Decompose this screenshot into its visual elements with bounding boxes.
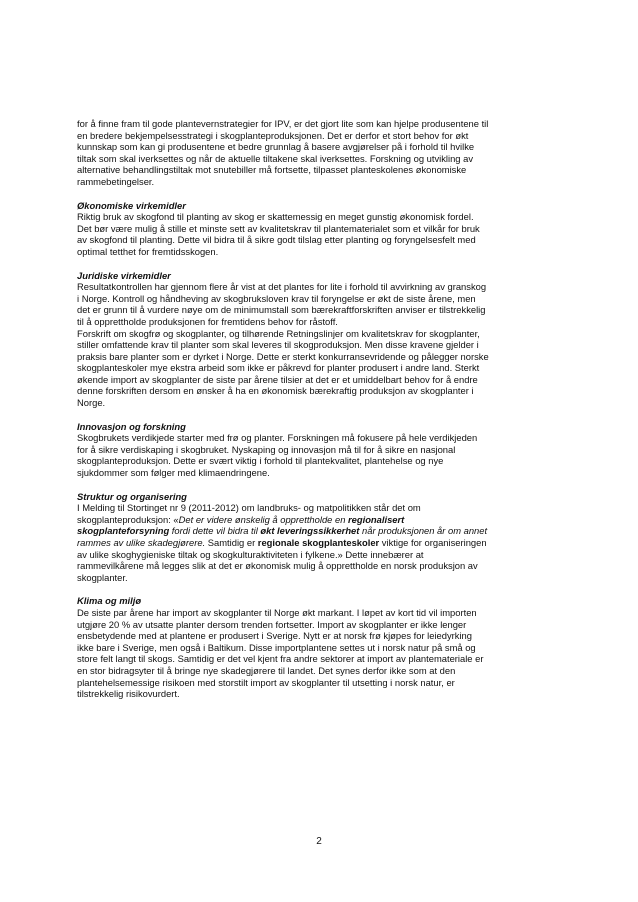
text-line: skogplanter. (77, 571, 128, 583)
struktur-section (77, 491, 507, 584)
text-run: Samtidig er (205, 537, 258, 548)
text-line: plantehelsemessige risikoen med storstilt import av skogplanter til utsetting i norsk natur, er (77, 676, 455, 688)
intro-paragraph (77, 118, 507, 188)
text-line: økende import av skogplanter de siste par årene tilsier at det er et umiddelbart behov for å endre (77, 373, 478, 385)
text-run: viktige for organiseringen (379, 537, 487, 548)
text-line: for å finne fram til gode plantevernstrategier for IPV, er det gjort lite som kan hjelpe produsentene til (77, 118, 489, 129)
text-line: tilstrekkelig risikovurdert. (77, 688, 180, 700)
text-line: tiltak som skal iverksettes og når de aktuelle tiltakene skal iverksettes. Forskning og utvikling av (77, 152, 474, 164)
text-line: Skogbrukets verdikjede starter med frø og planter. Forskningen må fokusere på hele verdikjeden (77, 432, 478, 444)
text-line: sjukdommer som følger med klimaendringene. (77, 467, 270, 479)
text-line: Forskrift om skogfrø og skogplanter, og tilhørende Retningslinjer om kvalitetskrav for skogplanter, (77, 327, 480, 339)
text-line: De siste par årene har import av skogplanter til Norge økt markant. I løpet av kort tid vil importen (77, 606, 477, 618)
text-line: ikke bare i Sverige, men også i Baltikum. Disse importplantene settes ut i norsk natur på små og (77, 641, 476, 653)
section-heading: Innovasjon og forskning (77, 420, 186, 432)
text-line: Riktig bruk av skogfond til planting av skog er skattemessig en meget gunstig økonomisk fordel. (77, 211, 474, 223)
section-heading: Struktur og organisering (77, 490, 187, 502)
text-run: skogplanteproduksjon: « (77, 513, 179, 525)
section-heading: Klima og miljø (77, 595, 142, 607)
text-line: skogplanteproduksjon. Dette er svært viktig i forhold til plantekvalitet, plantehelse og nye (77, 455, 444, 467)
text-line: Norge. (77, 397, 106, 409)
text-line: det er grunn til å vurdere nøye om de minimumstall som bærekraftforskriften anviser er tilstrekkelig (77, 304, 486, 316)
text-line: Resultatkontrollen har gjennom flere år vist at det plantes for lite i forhold til avvirkning av granskog (77, 281, 487, 293)
okonomiske-section (77, 200, 507, 258)
text-line: rammebetingelser. (77, 175, 155, 187)
text-line: rammevilkårene må legges slik at det er økonomisk mulig å opprettholde en norsk produksjon av (77, 560, 478, 572)
text-line: av ulike skoghygieniske tiltak og skogkulturaktiviteten i fylkene.» Dette innebærer at (77, 548, 424, 560)
juridiske-section (77, 270, 507, 409)
text-line: I Melding til Stortinget nr 9 (2011-2012) om landbruks- og matpolitikken står det om (77, 502, 421, 514)
text-line: denne forskriften dersom en ønsker å ha en økonomisk bærekraftig produksjon av skogplanter i (77, 385, 474, 397)
text-line: en stor bidragsyter til å bringe nye skadegjørere til landet. Det synes derfor ikke som at den (77, 664, 456, 676)
text-line: alternative behandlingstiltak mot snutebiller må fortsette, tilpasset planteskolenes økonomiske (77, 164, 467, 176)
section-heading: Økonomiske virkemidler (77, 199, 186, 211)
section-heading: Juridiske virkemidler (77, 269, 171, 281)
text-line: en bredere bekjempelsesstrategi i skogplanteproduksjonen. Det er derfor et stort behov for økt (77, 129, 469, 141)
bold-run: regionale skogplanteskoler (257, 537, 380, 548)
text-line: Det bør være mulig å stille et minste sett av kvalitetskrav til plantematerialet som et vilkår for bruk (77, 222, 480, 234)
text-line: kunnskap som kan gi produsentene et bedre grunnlag å basere avgjørelser på i forhold til hvilke (77, 141, 475, 153)
document-body (77, 118, 507, 712)
quote-run: Det er videre ønskelig å opprettholde en (178, 513, 349, 525)
text-line (77, 514, 507, 526)
emphasis-run: skogplanteforsyning (77, 525, 170, 537)
text-line: store felt langt til skogs. Samtidig er det vel kjent fra andre sektorer at import av plantemateriale er (77, 653, 484, 665)
text-line: til å opprettholde produksjonen for fremtidens behov for råstoff. (77, 315, 338, 327)
text-line: optimal tetthet for fremtidsskogen. (77, 245, 219, 257)
text-line (77, 525, 507, 537)
text-line: stiller omfattende krav til planter som skal leveres til skogproduksjon. Men disse kravene gjelder i (77, 339, 479, 351)
emphasis-run: økt leveringssikkerhet (260, 525, 360, 537)
page-number: 2 (316, 836, 322, 847)
quote-run: fordi dette vil bidra til (169, 525, 261, 537)
innovasjon-section (77, 421, 507, 479)
quote-run: rammes av ulike skadegjørere. (77, 537, 206, 548)
text-line: av skogfond til planting. Dette vil bidra til å sikre godt tilslag etter planting og foryngelsesfelt med (77, 234, 476, 246)
klima-section (77, 595, 507, 699)
text-line: skogplanteskoler mye ekstra arbeid som ikke er påkrevd for planter produsert i andre land. Sterkt (77, 362, 480, 374)
text-line (77, 537, 507, 549)
text-line: ensbetydende med at plantene er produsert i Sverige. Nytt er at norsk frø kjøpes for leiedyrking (77, 630, 472, 642)
text-line: for å sikre verdiskaping i skogbruket. Nyskaping og innovasjon må til for å sikre en nasjonal (77, 443, 456, 455)
text-line: praksis bare planter som er dyrket i Norge. Dette er sterkt konkurransevridende og pålegger norske (77, 350, 489, 362)
quote-run: når produksjonen år om annet (359, 525, 488, 537)
text-line: i Norge. Kontroll og håndheving av skogbruksloven krav til foryngelse er økt de siste årene, men (77, 292, 476, 304)
text-line: utgjøre 20 % av utsatte planter dersom trenden fortsetter. Import av skogplanter er ikke lenger (77, 618, 467, 630)
emphasis-run: regionalisert (348, 513, 405, 525)
